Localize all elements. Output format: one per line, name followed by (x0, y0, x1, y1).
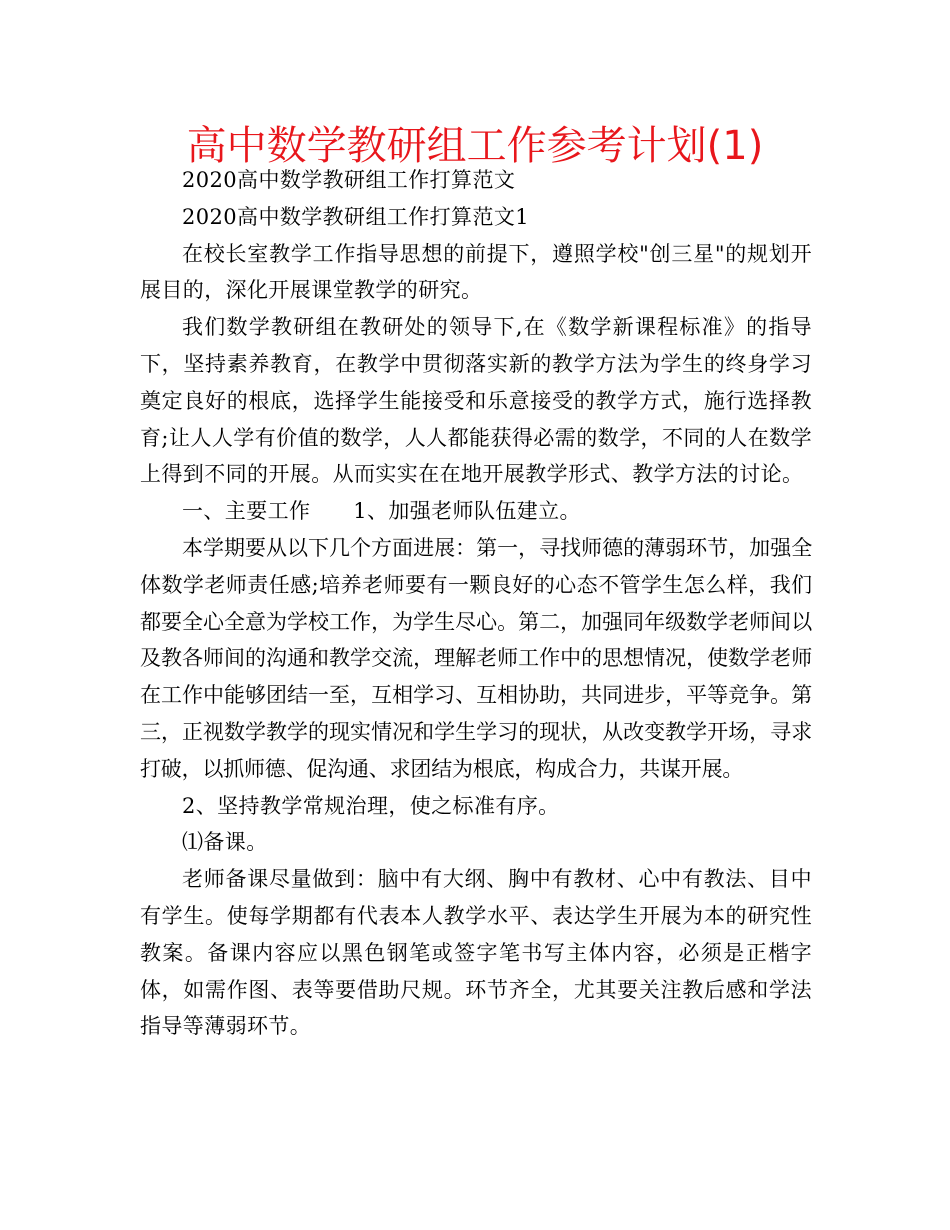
paragraph-routine-heading: 2、坚持教学常规治理，使之标准有序。 (182, 793, 560, 818)
paragraph-subtitle-1: 2020高中数学教研组工作打算范文1 (182, 204, 530, 229)
paragraph-section-heading: 一、主要工作 1、加强老师队伍建立。 (182, 499, 581, 524)
paragraph-subtitle: 2020高中数学教研组工作打算范文 (182, 168, 516, 192)
paragraph-lesson-prep: 老师备课尽量做到：脑中有大纲、胸中有教材、心中有教法、目中有学生。使每学期都有代表本人教学水平、表达学生开展为本的研究性教案。备课内容应以黑色钢笔或签字笔书写主体内容，必须是正楷字体，如需作图、表等要借助尺规。环节齐全，尤其要关注教后感和学法指导等薄弱环节。 (140, 867, 812, 1039)
paragraph-intro: 在校长室教学工作指导思想的前提下，遵照学校"创三星"的规划开展目的，深化开展课堂教学的研究。 (140, 241, 812, 303)
paragraph-guidance: 我们数学教研组在教研处的领导下,在《数学新课程标准》的指导下，坚持素养教育，在教学中贯彻落实新的教学方法为学生的终身学习奠定良好的根底，选择学生能接受和乐意接受的教学方式，施行选择教育;让人人学有价值的数学，人人都能获得必需的数学，不同的人在数学上得到不同的开展。从而实实在在地开展教学形式、教学方法的讨论。 (140, 315, 812, 487)
document-title: 高中数学教研组工作参考计划(1) (186, 123, 764, 169)
paragraph-teacher-team: 本学期要从以下几个方面进展：第一，寻找师德的薄弱环节，加强全体数学老师责任感;培养老师要有一颗良好的心态不管学生怎么样，我们都要全心全意为学校工作，为学生尽心。第二，加强同年级数学老师间以及教各师间的沟通和教学交流，理解老师工作中的思想情况，使数学老师在工作中能够团结一至，互相学习、互相协助，共同进步，平等竞争。第三，正视数学教学的现实情况和学生学习的现状，从改变教学开场，寻求打破，以抓师德、促沟通、求团结为根底，构成合力，共谋开展。 (140, 535, 812, 781)
paragraph-lesson-prep-heading: ⑴备课。 (182, 830, 268, 855)
document-body (140, 162, 812, 1045)
